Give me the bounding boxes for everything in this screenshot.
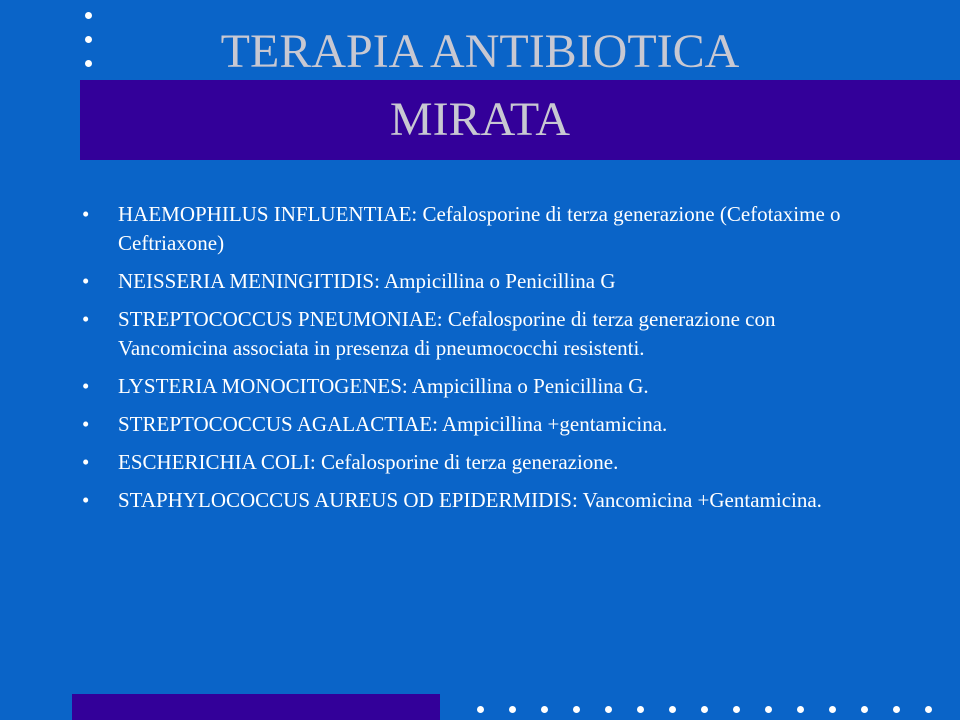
bullet-icon: • (82, 307, 90, 331)
decorative-dot (509, 706, 516, 713)
bullet-text: LYSTERIA MONOCITOGENES: Ampicillina o Penicillina G. (118, 374, 649, 398)
bullet-icon: • (82, 374, 90, 398)
decorative-dot (733, 706, 740, 713)
bullet-text: HAEMOPHILUS INFLUENTIAE: Cefalosporine di terza generazione (Cefotaxime o Ceftriaxone) (118, 202, 841, 255)
bullet-item (82, 200, 882, 258)
bullet-text: NEISSERIA MENINGITIDIS: Ampicillina o Penicillina G (118, 269, 616, 293)
bullet-list (82, 200, 882, 524)
bullet-item (82, 410, 882, 439)
bullet-item (82, 486, 882, 515)
decorative-dot (669, 706, 676, 713)
bullet-item (82, 372, 882, 401)
bullet-icon: • (82, 269, 90, 293)
decorative-dot (797, 706, 804, 713)
decorative-dot (573, 706, 580, 713)
decorative-dot (765, 706, 772, 713)
decorative-dot (861, 706, 868, 713)
bullet-text: ESCHERICHIA COLI: Cefalosporine di terza generazione. (118, 450, 619, 474)
decorative-dot (829, 706, 836, 713)
bullet-icon: • (82, 202, 90, 226)
decorative-dot (605, 706, 612, 713)
bullet-icon: • (82, 412, 90, 436)
slide-title-line-2: MIRATA (389, 93, 571, 146)
bullet-text: STAPHYLOCOCCUS AUREUS OD EPIDERMIDIS: Vancomicina +Gentamicina. (118, 488, 822, 512)
bullet-icon: • (82, 488, 90, 512)
bullet-icon: • (82, 450, 90, 474)
bullet-item (82, 448, 882, 477)
bullet-item (82, 305, 882, 363)
decorative-dot (477, 706, 484, 713)
decorative-dot (925, 706, 932, 713)
decorative-dot (637, 706, 644, 713)
slide-title (80, 18, 880, 154)
decorative-dot (701, 706, 708, 713)
decorative-dot (893, 706, 900, 713)
bullet-text: STREPTOCOCCUS PNEUMONIAE: Cefalosporine di terza generazione con Vancomicina associata in presenza di pneumococchi resistenti. (118, 307, 776, 360)
slide-title-line-1: TERAPIA ANTIBIOTICA (220, 25, 740, 78)
bullet-text: STREPTOCOCCUS AGALACTIAE: Ampicillina +gentamicina. (118, 412, 668, 436)
bullet-item (82, 267, 882, 296)
decorative-dot (541, 706, 548, 713)
bottom-band (72, 694, 440, 720)
